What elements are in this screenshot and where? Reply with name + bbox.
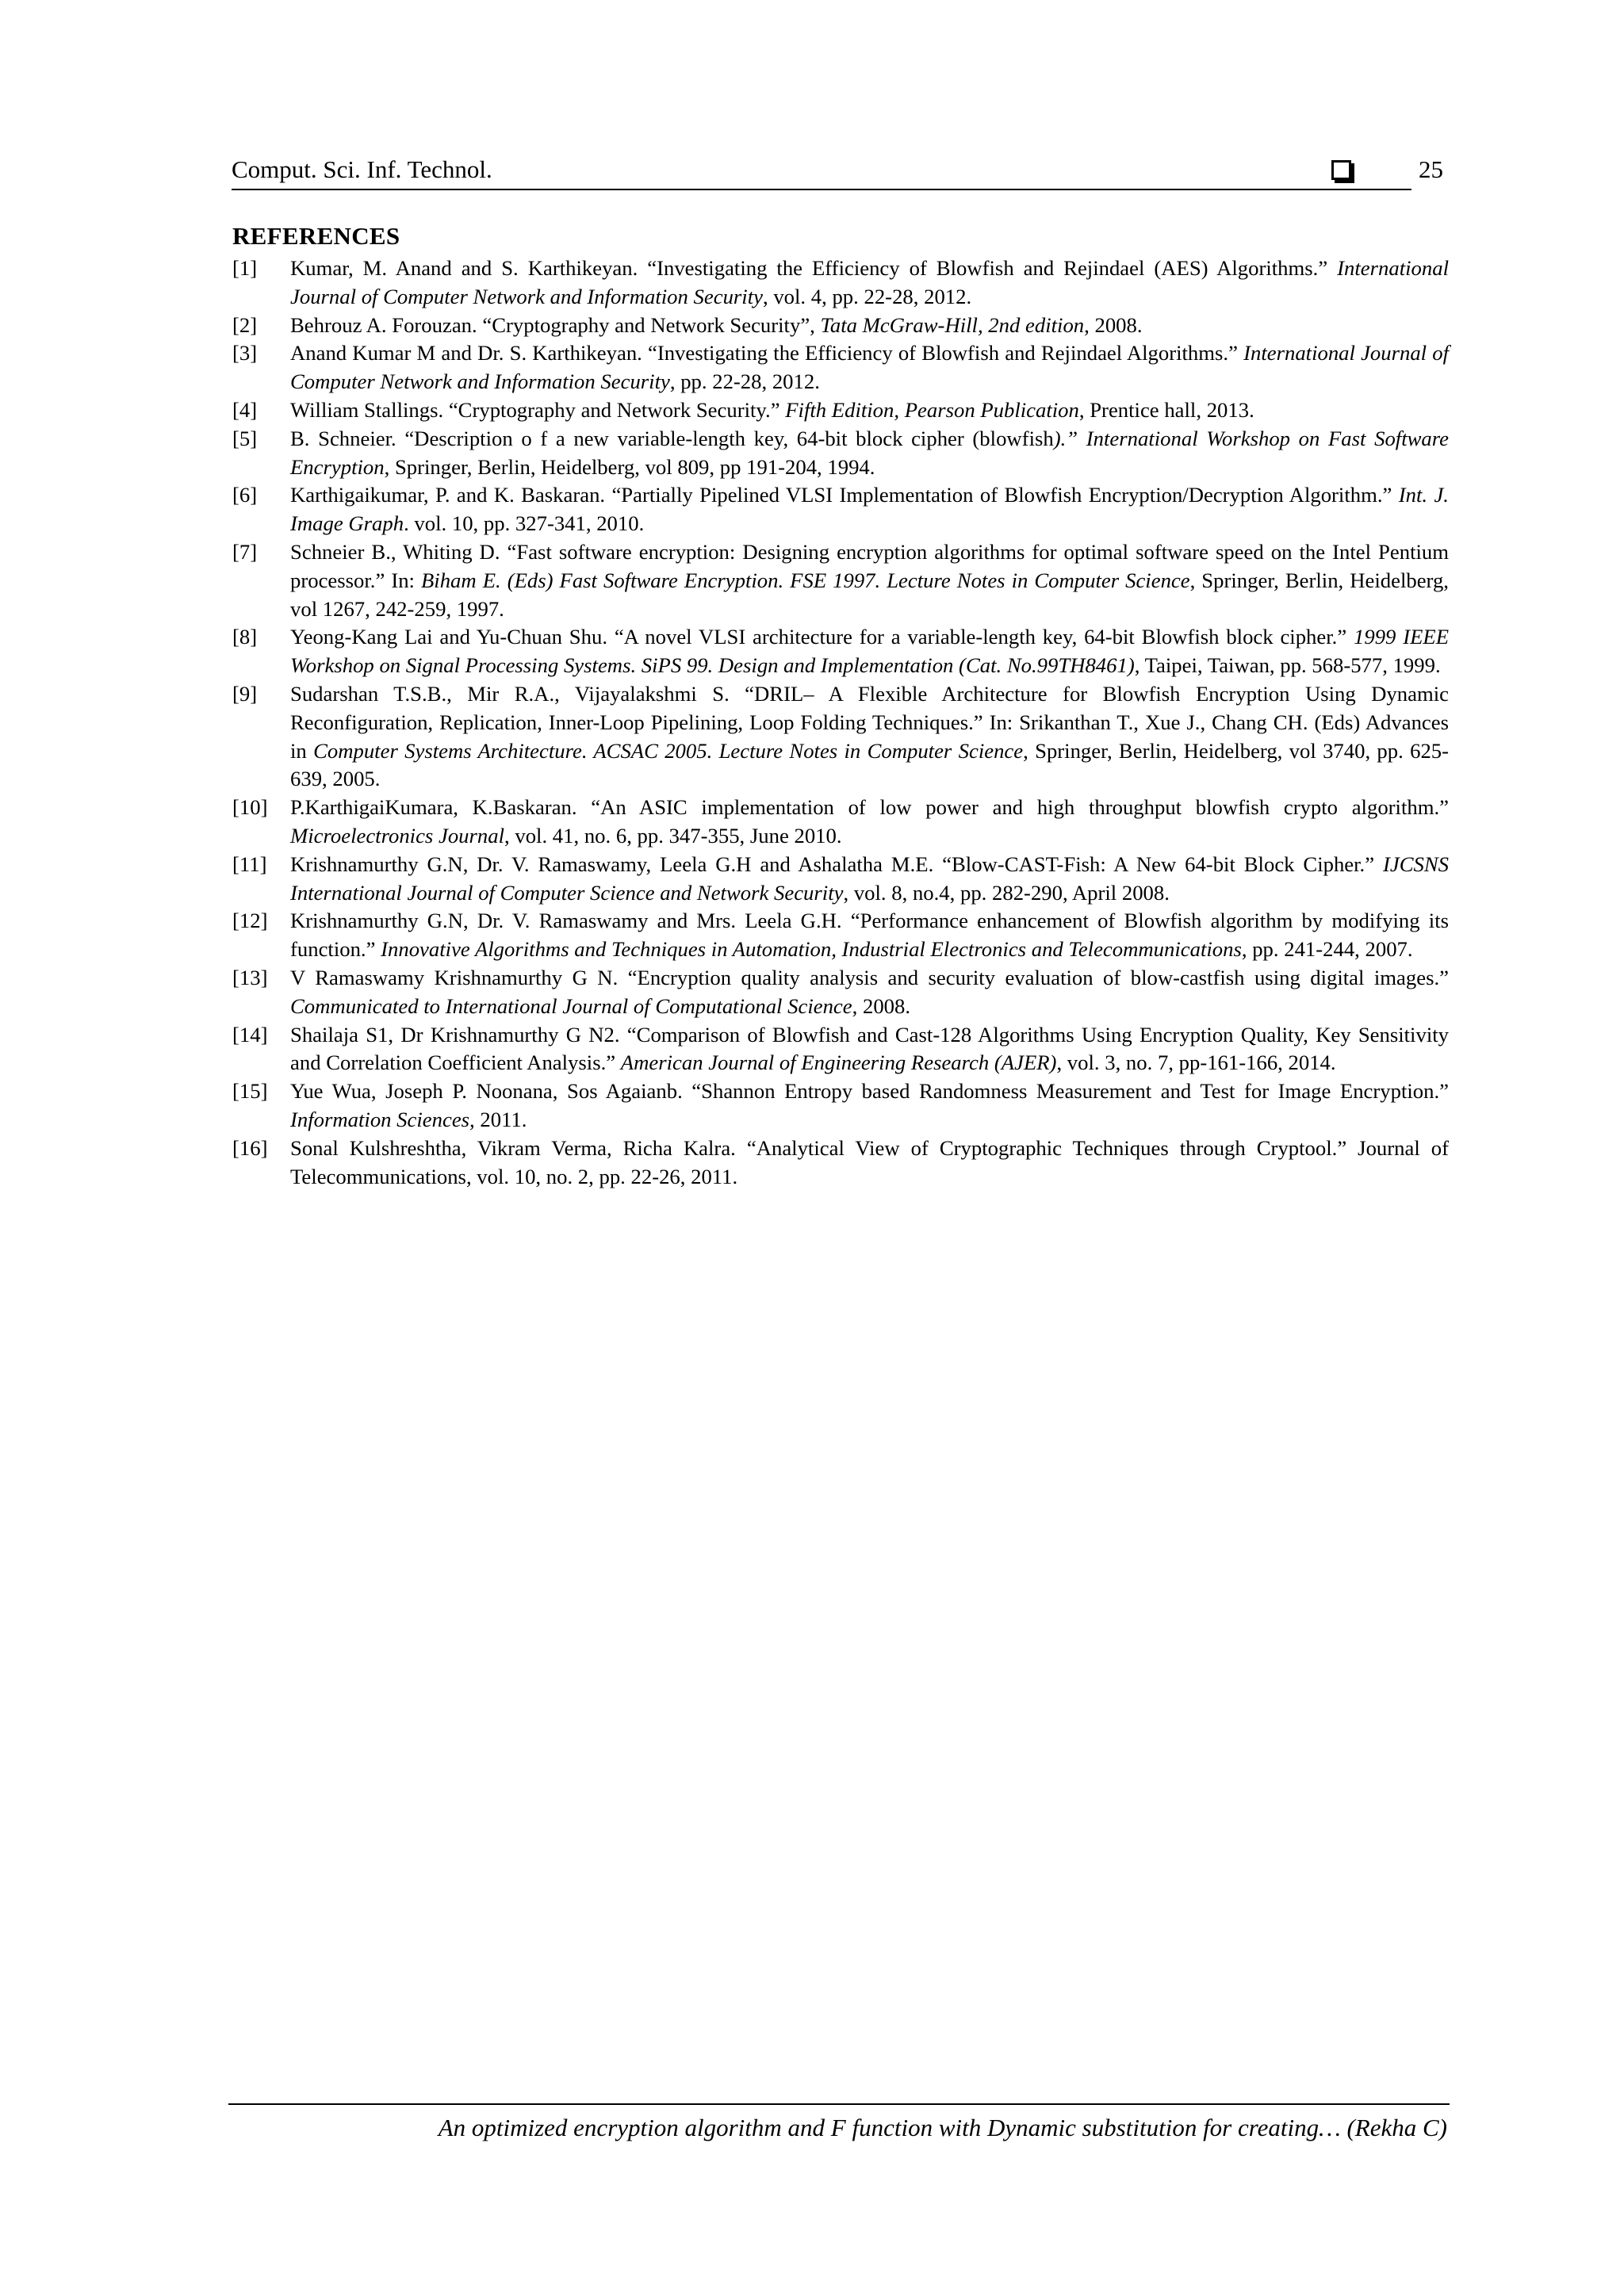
reference-source: International Journal of Computer Network and Information Security <box>290 256 1449 308</box>
references-heading: REFERENCES <box>232 222 400 250</box>
reference-number: [4] <box>232 397 258 422</box>
reference-text: , pp. 241-244, 2007. <box>1241 937 1413 962</box>
journal-name: Comput. Sci. Inf. Technol. <box>232 155 492 183</box>
reference-text: Karthigaikumar, P. and K. Baskaran. “Partially Pipelined VLSI Implementation of Blowfish Encryption/Decryption Algorithm.” <box>290 483 1399 507</box>
reference-item <box>232 851 1449 908</box>
reference-source: Microelectronics Journal <box>290 823 505 848</box>
reference-number: [15] <box>232 1079 268 1104</box>
reference-text: Sudarshan T.S.B., Mir R.A., Vijayalakshmi S. “DRIL– A Flexible Architecture for Blowfish Encryption Using Dynamic Reconfiguration, Replication, Inner-Loop Pipelining, Loop Folding Techniques.” In: Srikanthan T., Xue J., Chang CH. (Eds) Advances in <box>290 681 1449 763</box>
reference-text: , Prentice hall, 2013. <box>1078 397 1254 422</box>
reference-item <box>232 1077 1449 1135</box>
reference-text: . vol. 10, pp. 327-341, 2010. <box>404 511 645 536</box>
reference-number: [1] <box>232 256 258 280</box>
reference-text: B. Schneier. “Description o f a new variable-length key, 64-bit block cipher (blowfish <box>290 426 1054 450</box>
reference-number: [6] <box>232 483 258 507</box>
reference-number: [13] <box>232 965 268 989</box>
reference-number: [12] <box>232 909 268 933</box>
reference-item <box>232 425 1449 482</box>
reference-text: , vol. 41, no. 6, pp. 347-355, June 2010. <box>504 823 842 848</box>
reference-source: Biham E. (Eds) Fast Software Encryption. FSE 1997. Lecture Notes in Computer Science <box>421 568 1190 592</box>
reference-text: Schneier B., Whiting D. “Fast software encryption: Designing encryption algorithms for optimal software speed on the Intel Pentium processor.” In: <box>290 539 1449 592</box>
reference-number: [8] <box>232 625 258 649</box>
reference-text: Krishnamurthy G.N, Dr. V. Ramaswamy and Mrs. Leela G.H. “Performance enhancement of Blowfish algorithm by modifying its function.” <box>290 909 1449 962</box>
reference-item <box>232 1135 1449 1192</box>
reference-text: P.KarthigaiKumara, K.Baskaran. “An ASIC implementation of low power and high throughput blowfish crypto algorithm.” <box>290 795 1449 820</box>
reference-item <box>232 964 1449 1021</box>
reference-item <box>232 907 1449 964</box>
reference-source: Communicated to International Journal of Computational Science <box>290 993 852 1018</box>
reference-text: Shailaja S1, Dr Krishnamurthy G N2. “Comparison of Blowfish and Cast-128 Algorithms Using Encryption Quality, Key Sensitivity and Correlation Coefficient Analysis.” <box>290 1022 1449 1075</box>
reference-text: , 2008. <box>852 993 911 1018</box>
reference-number: [3] <box>232 341 258 365</box>
reference-item <box>232 396 1449 425</box>
reference-source: Innovative Algorithms and Techniques in Automation, Industrial Electronics and Telecommunications <box>381 937 1242 962</box>
reference-source: 1999 IEEE Workshop on Signal Processing Systems. SiPS 99. Design and Implementation (Cat. No.99TH8461) <box>290 625 1449 678</box>
reference-text: , pp. 22-28, 2012. <box>669 369 820 394</box>
reference-number: [2] <box>232 312 258 337</box>
reference-text: Yeong-Kang Lai and Yu-Chuan Shu. “A novel VLSI architecture for a variable-length key, 64-bit Blowfish block cipher.” <box>290 625 1354 649</box>
reference-text: Sonal Kulshreshtha, Vikram Verma, Richa Kalra. “Analytical View of Cryptographic Techniques through Cryptool.” Journal of Telecommunications, vol. 10, no. 2, pp. 22-26, 2011. <box>290 1135 1449 1188</box>
reference-source: IJCSNS International Journal of Computer Science and Network Security <box>290 851 1449 905</box>
reference-text: Kumar, M. Anand and S. Karthikeyan. “Investigating the Efficiency of Blowfish and Rejindael (AES) Algorithms.” <box>290 256 1338 280</box>
reference-text: Behrouz A. Forouzan. “Cryptography and Network Security”, <box>290 312 821 337</box>
reference-text: , Springer, Berlin, Heidelberg, vol 3740, pp. 625-639, 2005. <box>290 738 1450 791</box>
reference-item <box>232 680 1449 794</box>
reference-item <box>232 254 1449 312</box>
reference-number: [16] <box>232 1135 268 1160</box>
reference-list <box>232 254 1449 1191</box>
reference-text: , Springer, Berlin, Heidelberg, vol 1267, 242-259, 1997. <box>290 568 1449 621</box>
reference-number: [5] <box>232 426 258 450</box>
reference-source: Fifth Edition, Pearson Publication <box>785 397 1079 422</box>
reference-text: , Springer, Berlin, Heidelberg, vol 809, pp 191-204, 1994. <box>384 454 875 479</box>
header-rule <box>232 189 1411 190</box>
reference-source: Computer Systems Architecture. ACSAC 2005. Lecture Notes in Computer Science <box>313 738 1024 763</box>
reference-number: [9] <box>232 681 258 706</box>
footer-rule <box>228 2103 1450 2105</box>
reference-source: Information Sciences, <box>290 1107 475 1131</box>
reference-text: Anand Kumar M and Dr. S. Karthikeyan. “Investigating the Efficiency of Blowfish and Rejindael Algorithms.” <box>290 341 1244 365</box>
reference-text: William Stallings. “Cryptography and Network Security.” <box>290 397 786 422</box>
reference-text: Yue Wua, Joseph P. Noonana, Sos Agaianb. “Shannon Entropy based Randomness Measurement and Test for Image Encryption.” <box>290 1079 1449 1104</box>
reference-number: [10] <box>232 795 268 820</box>
reference-item <box>232 339 1449 396</box>
reference-text: , vol. 8, no.4, pp. 282-290, April 2008. <box>843 880 1170 905</box>
reference-text: , vol. 4, pp. 22-28, 2012. <box>762 284 972 308</box>
reference-text: 2011. <box>474 1107 527 1131</box>
reference-text: , 2008. <box>1084 312 1143 337</box>
reference-number: [14] <box>232 1022 268 1047</box>
reference-source: International Journal of Computer Network and Information Security <box>290 341 1450 394</box>
reference-item <box>232 623 1449 680</box>
running-header <box>232 155 1443 190</box>
reference-text: Krishnamurthy G.N, Dr. V. Ramaswamy, Leela G.H and Ashalatha M.E. “Blow-CAST-Fish: A New 64-bit Block Cipher.” <box>290 851 1383 876</box>
reference-source: American Journal of Engineering Research (AJER) <box>620 1050 1057 1075</box>
reference-item <box>232 312 1449 340</box>
reference-text: V Ramaswamy Krishnamurthy G N. “Encryption quality analysis and security evaluation of blow-castfish using digital images.” <box>290 965 1449 989</box>
reference-source: Tata McGraw-Hill, 2nd edition <box>820 312 1085 337</box>
reference-source: Int. J. Image Graph <box>290 483 1449 536</box>
page-number: 25 <box>1419 155 1443 183</box>
square-box-icon <box>1331 160 1351 180</box>
reference-item <box>232 1021 1449 1078</box>
reference-text: , vol. 3, no. 7, pp-161-166, 2014. <box>1056 1050 1336 1075</box>
reference-item <box>232 538 1449 623</box>
reference-source: ).” International Workshop on Fast Software Encryption <box>290 426 1450 479</box>
reference-text: , Taipei, Taiwan, pp. 568-577, 1999. <box>1134 653 1441 678</box>
reference-number: [11] <box>232 851 267 876</box>
reference-item <box>232 481 1449 538</box>
reference-item <box>232 794 1449 851</box>
reference-number: [7] <box>232 539 258 564</box>
running-footer: An optimized encryption algorithm and F function with Dynamic substitution for creating… (Rekha C) <box>438 2114 1447 2141</box>
